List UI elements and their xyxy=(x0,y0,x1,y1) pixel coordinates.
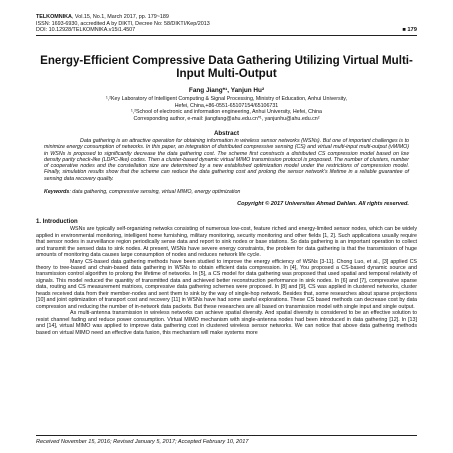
square-bullet-icon: ■ xyxy=(402,27,406,34)
authors: Fang Jiang*¹, Yanjun Hu² xyxy=(188,87,265,95)
received-dates-footer: Received November 15, 2016; Revised January 5, 2017; Accepted February 10, 2017 xyxy=(36,435,417,445)
keywords-text: : data gathering, compressive sensing, virtual MIMO, energy optimization xyxy=(69,188,241,195)
corresponding-author: Corresponding author, e-mail: jiangfang@ahu.edu.cn*¹, yanjunhu@ahu.edu.cn² xyxy=(133,115,320,122)
issn-line: ISSN: 1693-6930, accredited A by DIKTI, Decree No: 58/DIKTI/Kep/2013 xyxy=(36,20,210,27)
introduction-body xyxy=(36,226,417,336)
header-rule xyxy=(36,35,417,36)
copyright-notice: Copyright © 2017 Universitas Ahmad Dahlan. All rights reserved. xyxy=(237,201,409,208)
keywords xyxy=(44,189,409,195)
keywords-label: Keywords xyxy=(44,188,70,195)
abstract-text: Data gathering is an attractive operation for obtaining information in wireless sensor networks (WSNs). But one of important challenges is to minimize energy consumption of networks. In this paper, an integration of distributed compressive sensing (CS) and virtual multi-input multi-output (vMIMO) in WSNs is proposed to significantly decrease the data gathering cost. The scheme first constructs a distributed CS compression model based on low density parity check-like (LDPC-like) codes. Then a cluster-based dynamic virtual MIMO transmission protocol is proposed. The number of clusters, number of cooperative nodes and the constellation size are determined by a new established optimization model under the restrictions of compression model. Finally, simulation results show that the scheme can reduce the data gathering cost and prolong the sensor network's lifetime in a reliable guarantee of sensing data recovery quality. xyxy=(44,137,409,182)
affiliation-line: ¹,²Key Laboratory of Intelligent Computing & Signal Processing, Ministry of Education, Anhui University, xyxy=(105,96,348,103)
page-number: 179 xyxy=(407,27,417,34)
page-number-group xyxy=(402,27,417,34)
body-paragraph: As multi-antenna transmission in wireless networks can achieve spatial diversity. And spatial diversity is considered to be an effective solution to resist channel fading and reduce power consumption. Virtual MIMO mechanism with single-antenna nodes had been introduced in data gathering [12]. In [13] and [14], virtual MIMO was applied to improve data gathering cost in clustered wireless sensor networks. We can notice that above data gathering methods based on virtual MIMO need an effective data fusion, this mechanism will make systems more xyxy=(36,310,417,336)
affiliation-line: Hefei, China,+86-0551-65107154/65106731 xyxy=(174,102,279,109)
paper-title: Energy-Efficient Compressive Data Gathering Utilizing Virtual Multi-Input Multi-Output xyxy=(40,54,413,81)
volume-info: , Vol.15, No.1, March 2017, pp. 179~189 xyxy=(71,14,169,20)
affiliation-line: ¹,²School of electronic and information engineering, Anhui University, Hefei, China xyxy=(131,109,322,116)
section-heading-introduction: 1. Introduction xyxy=(36,219,78,226)
affiliations xyxy=(36,96,417,122)
journal-header xyxy=(36,14,417,36)
body-paragraph: WSNs are typically self-organizing netwoks consisting of numerous low-cost, feature riched and energy-limited sensor nodes, which can be widely applied in environmental monitoring, intelligent home furnishing, military monitoring, security monitoring and other fields [1, 2]. Such applications usually require that sensor nodes in surveillance region periodically sense data and report to sink nodes or base stations. So data gathering is an important operation to collect and transmit the sensed data to sink nodes. At present, WSNs have severe energy constraints, the problem for data gathering is that the transmission of huge amounts of monitoring data causes large consumption of nodes and reduces network life cycle. xyxy=(36,226,417,259)
abstract-heading: Abstract xyxy=(213,129,240,137)
body-paragraph: Many CS-based data gathering methods have been studied to improve the energy efficiency of WSNs [3-11]. Chong Luo, et al., [3] applied CS theory to tree-based and chain-based data gathering in WSNs to obtain efficient data compression. In [4], You proposed a CS-based dynamic source and transmission control algorithm to prolong the lifetime of networks. In [5], a CS model for data gathering was proposed that used spatial and temporal relativity of signals. This model reduced the quantity of transmitted data and achieved better reconstruction performance in sink nodes. In [6] and [7], compressive sparse data, routing and CS measurement matrices, compressive data gathering schemes were proposed. In [8] and [9], CS was applied in clustered networks, cluster heads received data from their member-nodes and sent them to sink by the way of single-hop network. Besides that, some researches about sparse projections [10] and joint optimization of transport cost and recovery [11] in WSNs have had some useful explorations. These CS based methods can decrease cost by data compression and reducing the number of in-network data packets. But these researches are all based on transmission model with single input and single output. xyxy=(36,258,417,310)
doi-line: DOI: 10.12928/TELKOMNIKA.v15i1.4507 xyxy=(36,27,136,34)
journal-name: TELKOMNIKA xyxy=(36,14,72,20)
